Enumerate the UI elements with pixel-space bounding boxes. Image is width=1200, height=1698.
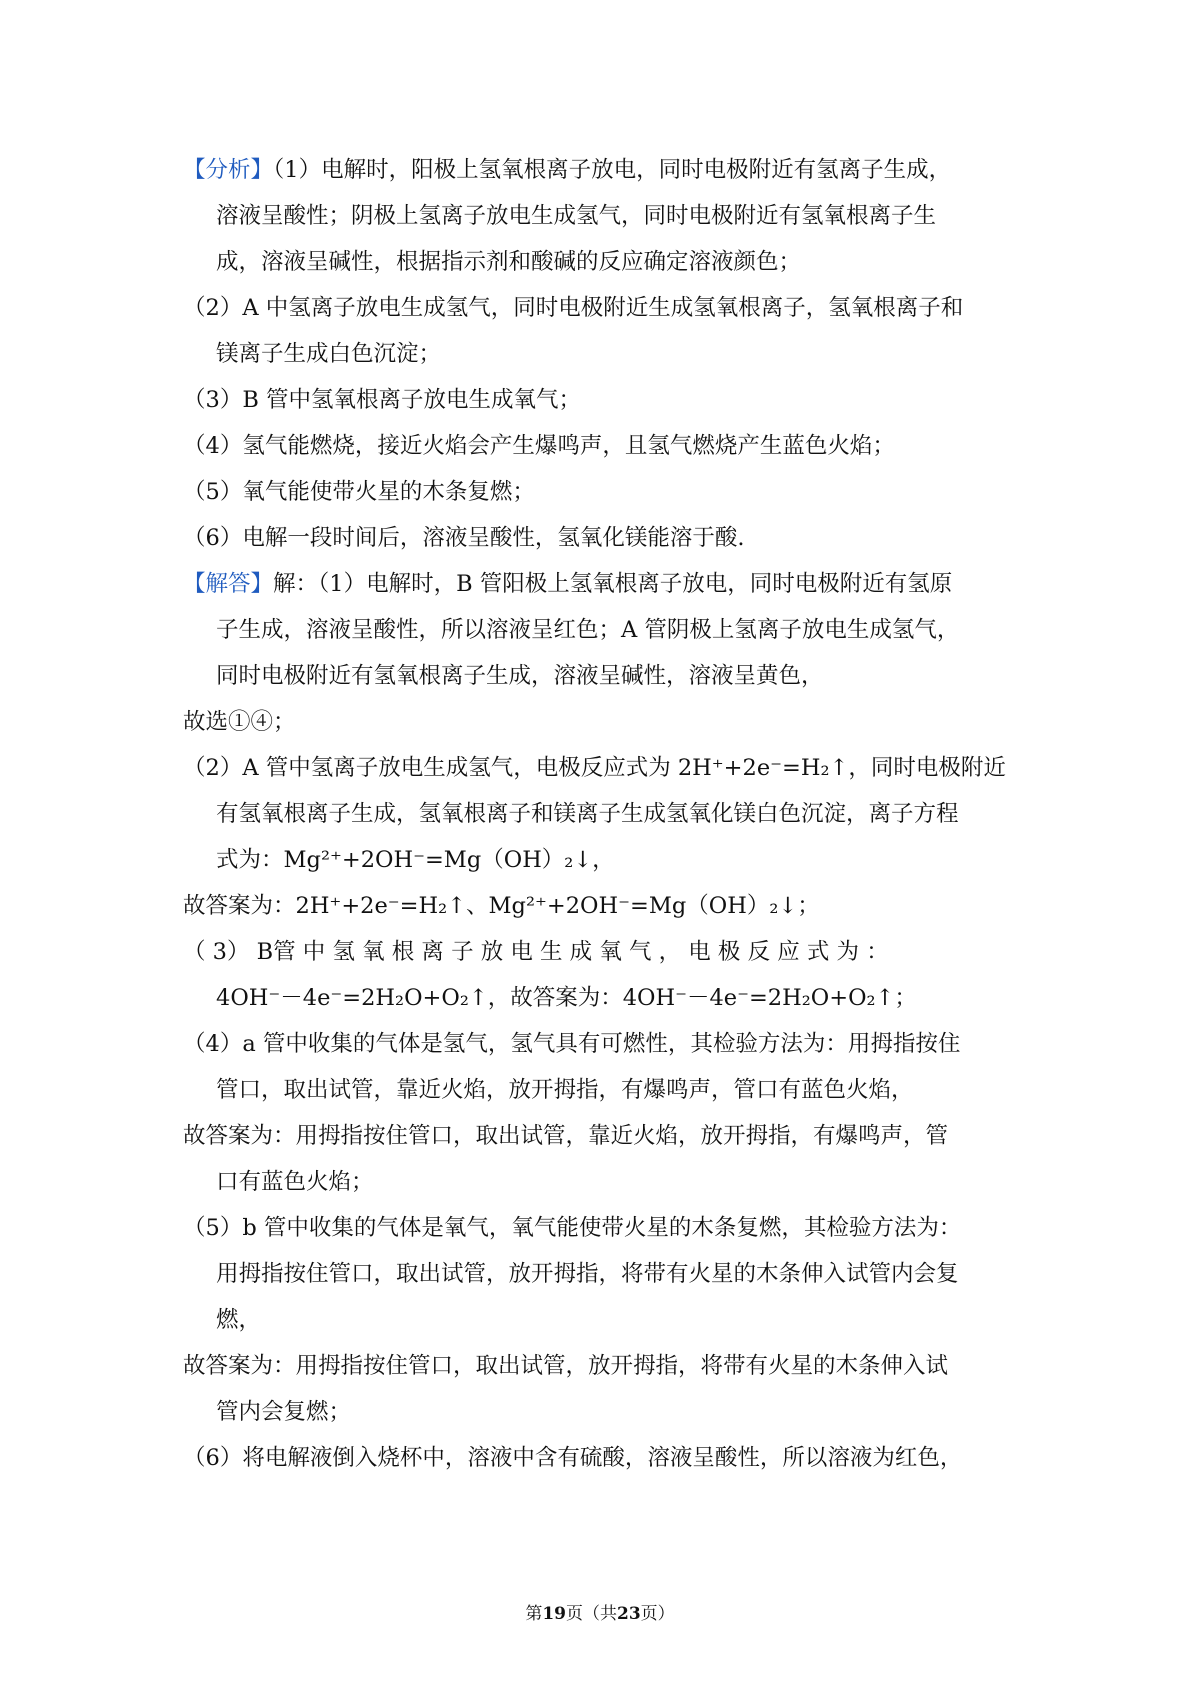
footer-page-number: 19: [542, 1604, 566, 1624]
solution-line-6: 有氢氧根离子生成，氢氧根离子和镁离子生成氢氧化镁白色沉淀，离子方程: [216, 801, 959, 827]
line-text: （1）电解时，阳极上氢氧根离子放电，同时电极附近有氢离子生成，: [273, 157, 952, 183]
solution-line-7: 式为：Mg²⁺+2OH⁻=Mg（OH）₂↓，: [216, 847, 615, 873]
analysis-line-9: （6）电解一段时间后，溶液呈酸性，氢氧化镁能溶于酸.: [183, 525, 745, 551]
solution-line-11: （4）a 管中收集的气体是氢气，氢气具有可燃性，其检验方法为：用拇指按住: [183, 1031, 961, 1057]
solution-line-18: 故答案为：用拇指按住管口，取出试管，放开拇指，将带有火星的木条伸入试: [183, 1353, 949, 1379]
footer-middle: 页（共: [566, 1604, 617, 1624]
solution-line-15: （5）b 管中收集的气体是氧气，氧气能使带火星的木条复燃，其检验方法为：: [183, 1215, 962, 1241]
solution-line-10: 4OH⁻－4e⁻=2H₂O+O₂↑，故答案为：4OH⁻－4e⁻=2H₂O+O₂↑；: [216, 985, 917, 1011]
solution-line-3: 同时电极附近有氢氧根离子生成，溶液呈碱性，溶液呈黄色，: [216, 663, 824, 689]
solution-line-4: 故选①④；: [183, 709, 296, 735]
analysis-line-6: （3）B 管中氢氧根离子放电生成氧气；: [183, 387, 582, 413]
analysis-line-8: （5）氧气能使带火星的木条复燃；: [183, 479, 535, 505]
solution-line-1: [183, 561, 1033, 607]
footer-total-pages: 23: [617, 1604, 641, 1624]
analysis-line-4: （2）A 中氢离子放电生成氢气，同时电极附近生成氢氧根离子，氢氧根离子和: [183, 295, 964, 321]
analysis-line-1: [183, 147, 1033, 193]
footer-prefix: 第: [525, 1604, 543, 1624]
solution-line-19: 管内会复燃；: [216, 1399, 352, 1425]
solution-tag: 【解答】: [183, 571, 274, 597]
solution-line-8: 故答案为：2H⁺+2e⁻=H₂↑、Mg²⁺+2OH⁻=Mg（OH）₂↓；: [183, 893, 820, 919]
analysis-line-7: （4）氢气能燃烧，接近火焰会产生爆鸣声，且氢气燃烧产生蓝色火焰；: [183, 433, 895, 459]
solution-line-9: （ 3） B管 中 氢 氧 根 离 子 放 电 生 成 氧 气 ， 电 极 反 应 式 为 ：: [183, 939, 889, 965]
solution-line-17: 燃，: [216, 1307, 262, 1333]
solution-line-5: （2）A 管中氢离子放电生成氢气，电极反应式为 2H⁺+2e⁻=H₂↑，同时电极附近: [183, 755, 1006, 781]
page-footer: [0, 1599, 1200, 1624]
solution-line-13: 故答案为：用拇指按住管口，取出试管，靠近火焰，放开拇指，有爆鸣声，管: [183, 1123, 949, 1149]
analysis-line-3: 成，溶液呈碱性，根据指示剂和酸碱的反应确定溶液颜色；: [216, 249, 802, 275]
solution-line-2: 子生成，溶液呈酸性，所以溶液呈红色；A 管阴极上氢离子放电生成氢气，: [216, 617, 960, 643]
answer-content: [183, 147, 1033, 1481]
analysis-line-2: 溶液呈酸性；阴极上氢离子放电生成氢气，同时电极附近有氢氧根离子生: [216, 203, 937, 229]
solution-line-14: 口有蓝色火焰；: [216, 1169, 374, 1195]
analysis-tag: 【分析】: [183, 157, 274, 183]
analysis-line-5: 镁离子生成白色沉淀；: [216, 341, 442, 367]
footer-suffix: 页）: [640, 1604, 675, 1624]
solution-line-12: 管口，取出试管，靠近火焰，放开拇指，有爆鸣声，管口有蓝色火焰，: [216, 1077, 914, 1103]
solution-line-20: （6）将电解液倒入烧杯中，溶液中含有硫酸，溶液呈酸性，所以溶液为红色，: [183, 1445, 963, 1471]
solution-line-16: 用拇指按住管口，取出试管，放开拇指，将带有火星的木条伸入试管内会复: [216, 1261, 959, 1287]
line-text: 解：（1）电解时，B 管阳极上氢氧根离子放电，同时电极附近有氢原: [273, 571, 953, 597]
